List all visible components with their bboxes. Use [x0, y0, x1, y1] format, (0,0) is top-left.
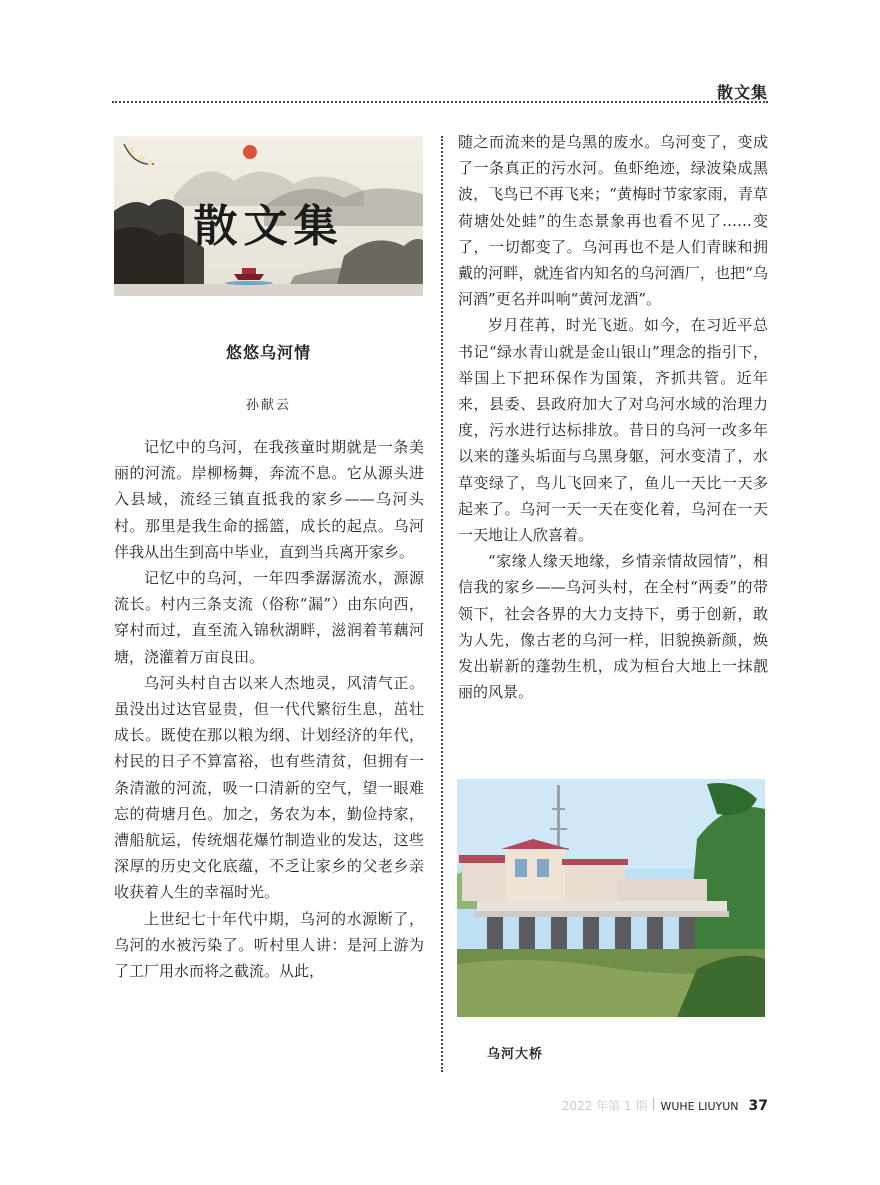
photo-caption: 乌河大桥 [487, 1047, 544, 1062]
article-author: 孙献云 [245, 398, 291, 413]
section-header: 散文集 [716, 83, 768, 102]
paragraph-continuation: 随之而流来的是乌黑的废水。乌河变了，变成了一条真正的污水河。鱼虾绝迹，绿波染成黑波，飞鸟已不再飞来；“黄梅时节家家雨，青草荷塘处处蛙”的生态景象再也看不见了……变了，一切都变了。乌河再也不是人们青睐和拥戴的河畔，就连省内知名的乌河酒厂，也把“乌河酒”更名并叫响“黄河龙酒”。 [458, 133, 768, 309]
bridge-photo-illustration [457, 779, 765, 1017]
magazine-name: WUHE LIUYUN [660, 1100, 739, 1113]
paragraph: 岁月荏苒，时光飞逝。如今，在习近平总书记“绿水青山就是金山银山”理念的指引下，举国上下把环保作为国策，齐抓共管。近年来，县委、县政府加大了对乌河水域的治理力度，污水进行达标排放。昔日的乌河一改多年以来的蓬头垢面与乌黑身躯，河水变清了，水草变绿了，鸟儿飞回来了，鱼儿一天比一天多起来了。乌河一天一天在变化着，乌河在一天一天地让人欣喜着。 [458, 316, 768, 545]
left-column-text [114, 434, 424, 984]
column-divider [441, 136, 443, 1072]
paragraph: 记忆中的乌河，一年四季潺潺流水，源源流长。村内三条支流（俗称“漏”）由东向西，穿村而过，直至流入锦秋湖畔，滋润着苇藕河塘，浇灌着万亩良田。 [114, 569, 424, 666]
page-footer [562, 1097, 768, 1114]
paragraph: 上世纪七十年代中期，乌河的水源断了，乌河的水被污染了。听村里人讲：是河上游为了工厂用水而将之截流。从此， [114, 909, 424, 981]
issue-label: 2022 年第 1 期 [561, 1099, 648, 1113]
footer-separator [653, 1098, 654, 1110]
header-rule [112, 101, 768, 103]
section-banner [114, 136, 423, 296]
paragraph: “家缘人缘天地缘，乡情亲情故园情”，相信我的家乡——乌河头村，在全村“两委”的带领下，社会各界的大力支持下，勇于创新，敢为人先，像古老的乌河一样，旧貌换新颜，焕发出崭新的蓬勃生机，成为桓台大地上一抹靓丽的风景。 [458, 552, 768, 702]
banner-title: 散文集 [193, 201, 344, 252]
right-column-text [458, 129, 768, 705]
paragraph: 记忆中的乌河，在我孩童时期就是一条美丽的河流。岸柳杨舞，奔流不息。它从源头进入县域，流经三镇直抵我的家乡——乌河头村。那里是我生命的摇篮，成长的起点。乌河伴我从出生到高中毕业，直到当兵离开家乡。 [114, 438, 424, 561]
paragraph: 乌河头村自古以来人杰地灵，风清气正。虽没出过达官显贵，但一代代繁衍生息，茁壮成长。既使在那以粮为纲、计划经济的年代，村民的日子不算富裕，也有些清贫，但拥有一条清澈的河流，吸一口清新的空气，望一眼难忘的荷塘月色。加之，务农为本，勤俭持家，漕船航运，传统烟花爆竹制造业的发达，这些深厚的历史文化底蕴，不乏让家乡的父老乡亲收获着人生的幸福时光。 [114, 673, 424, 902]
bridge-photo [457, 779, 765, 1017]
page-number: 37 [748, 1098, 768, 1114]
article-title: 悠悠乌河情 [225, 343, 311, 362]
